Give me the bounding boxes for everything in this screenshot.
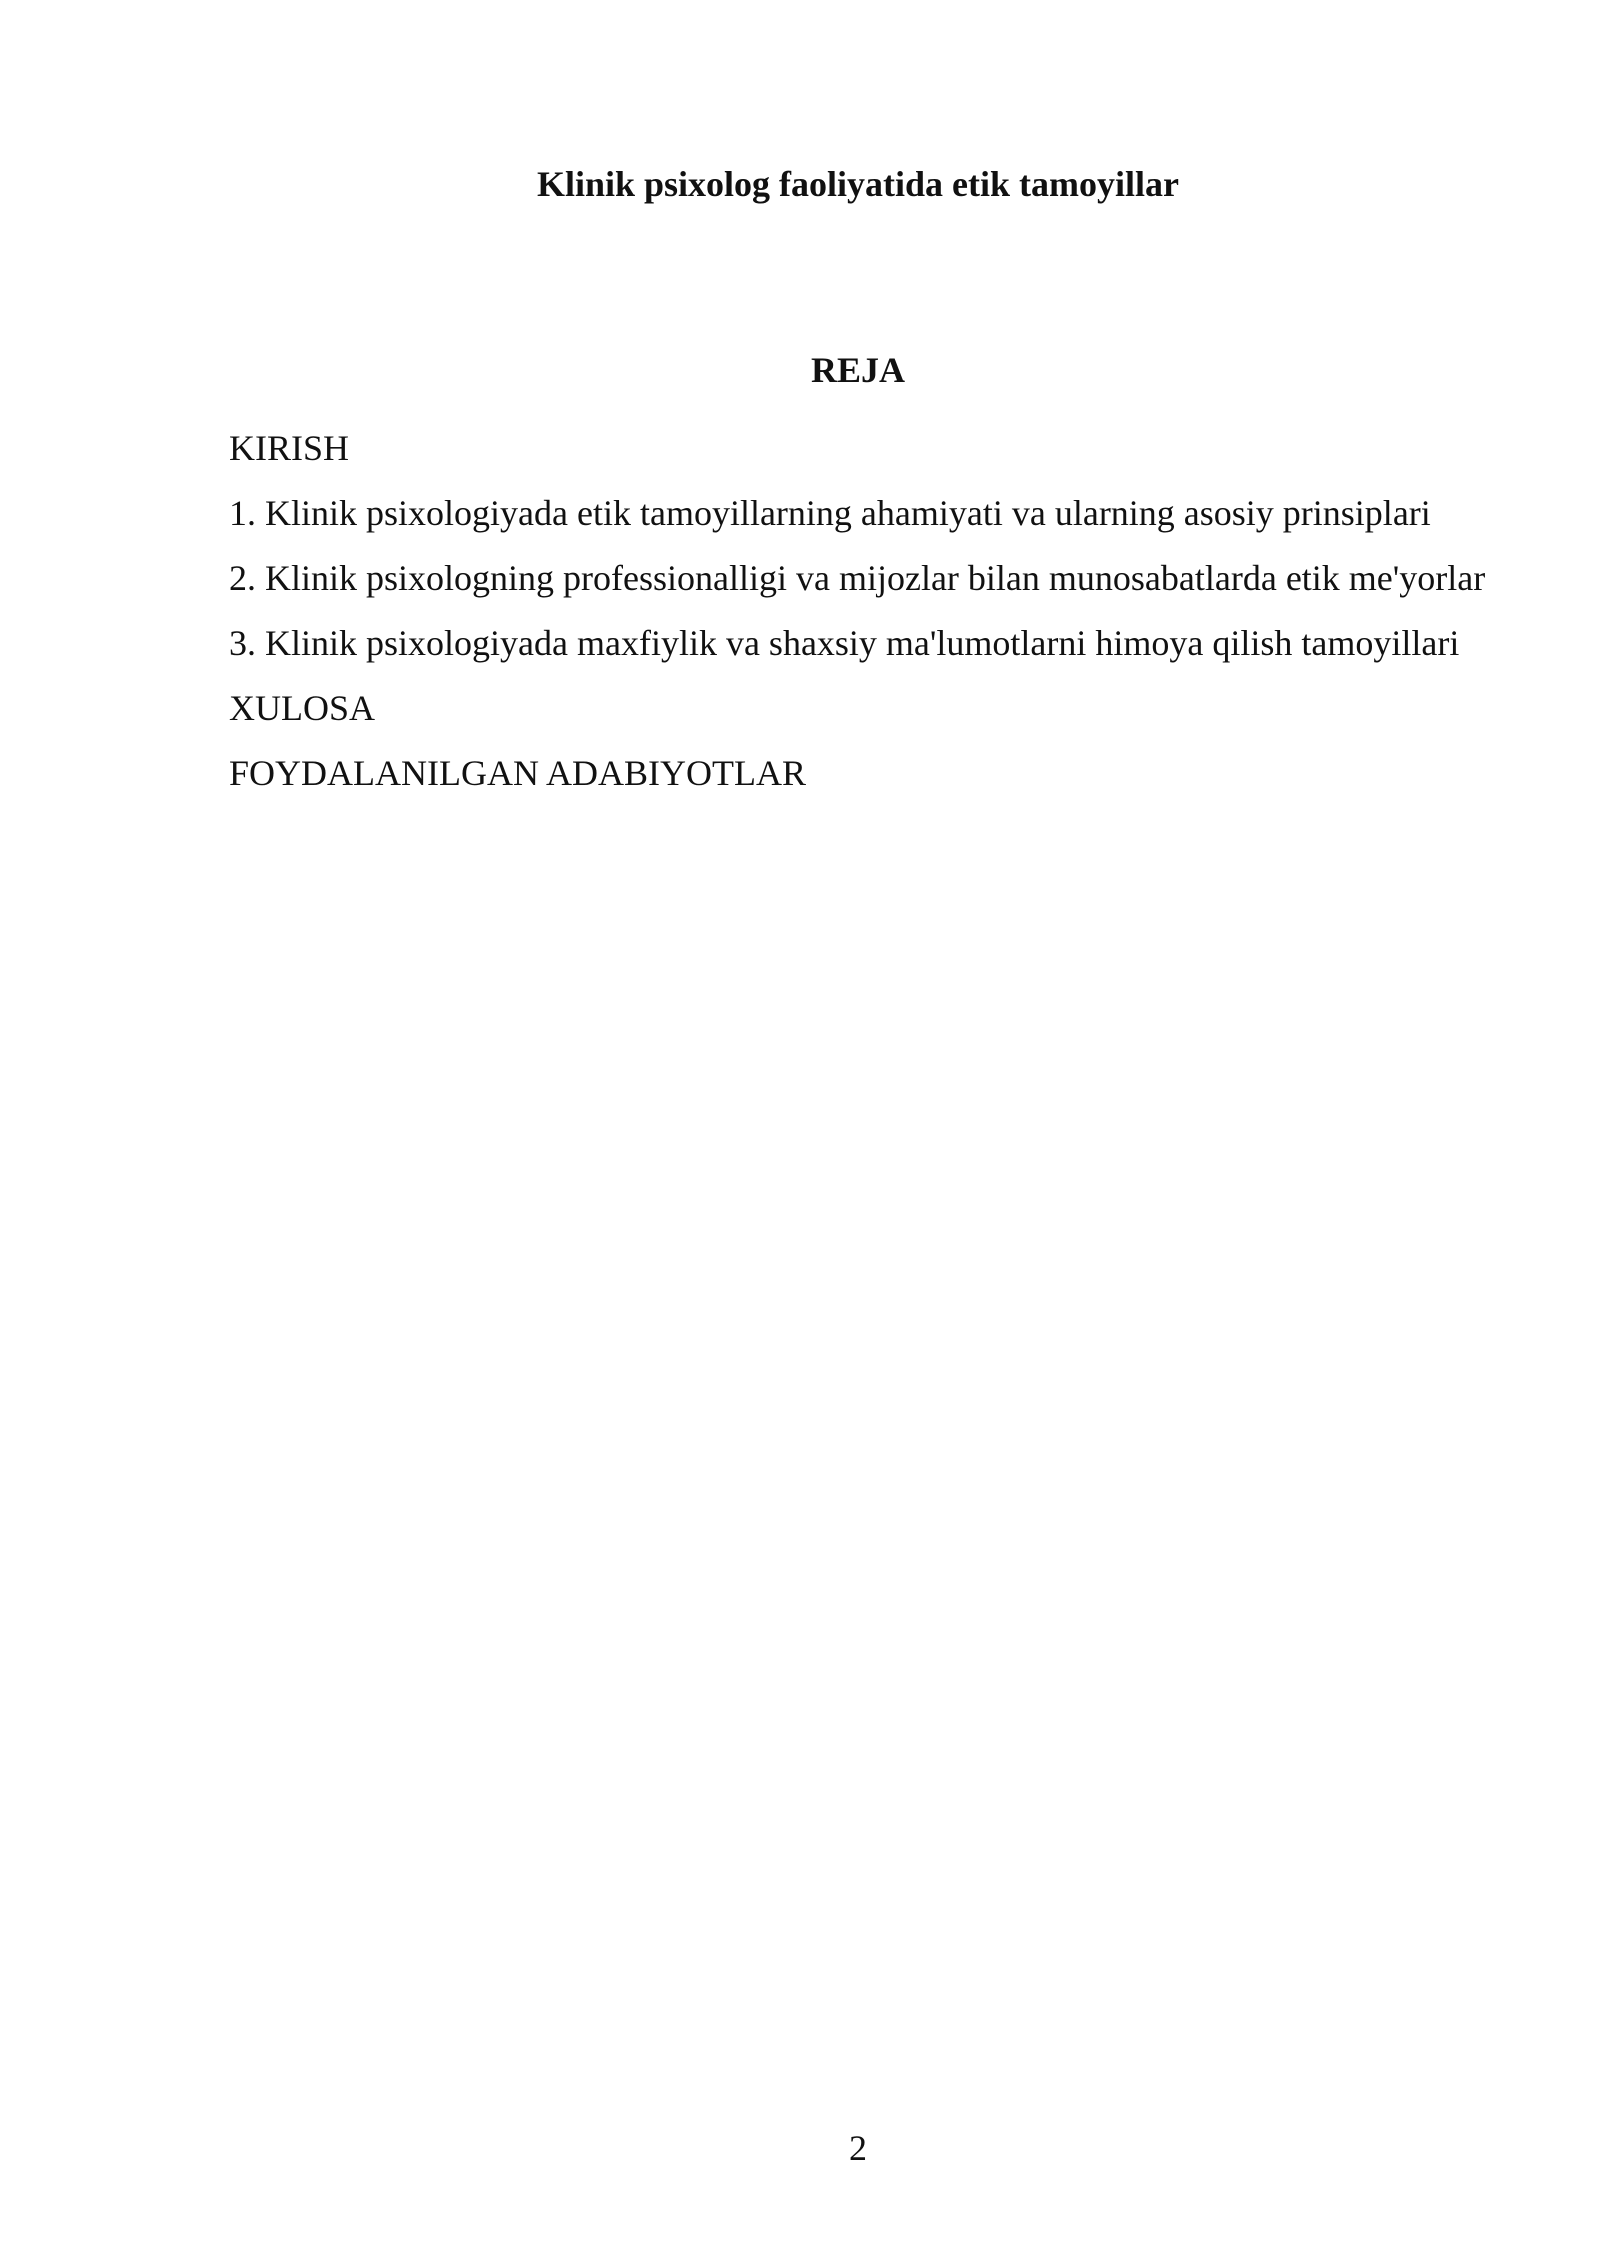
plan-item-references: FOYDALANILGAN ADABIYOTLAR: [229, 753, 806, 793]
plan-item-3: 3. Klinik psixologiyada maxfiylik va shaxsiy ma'lumotlarni himoya qilish tamoyillari: [229, 623, 1460, 663]
plan-item-conclusion: XULOSA: [229, 688, 376, 728]
plan-heading: REJA: [810, 350, 905, 390]
plan-item-2: 2. Klinik psixologning professionalligi va mijozlar bilan munosabatlarda etik me'yorlar: [229, 558, 1486, 598]
page-number: 2: [849, 2128, 867, 2168]
document-title: Klinik psixolog faoliyatida etik tamoyillar: [536, 164, 1180, 204]
plan-item-1: 1. Klinik psixologiyada etik tamoyillarning ahamiyati va ularning asosiy prinsiplari: [229, 493, 1431, 533]
plan-item-introduction: KIRISH: [229, 428, 350, 468]
plan-list: [229, 420, 1529, 810]
